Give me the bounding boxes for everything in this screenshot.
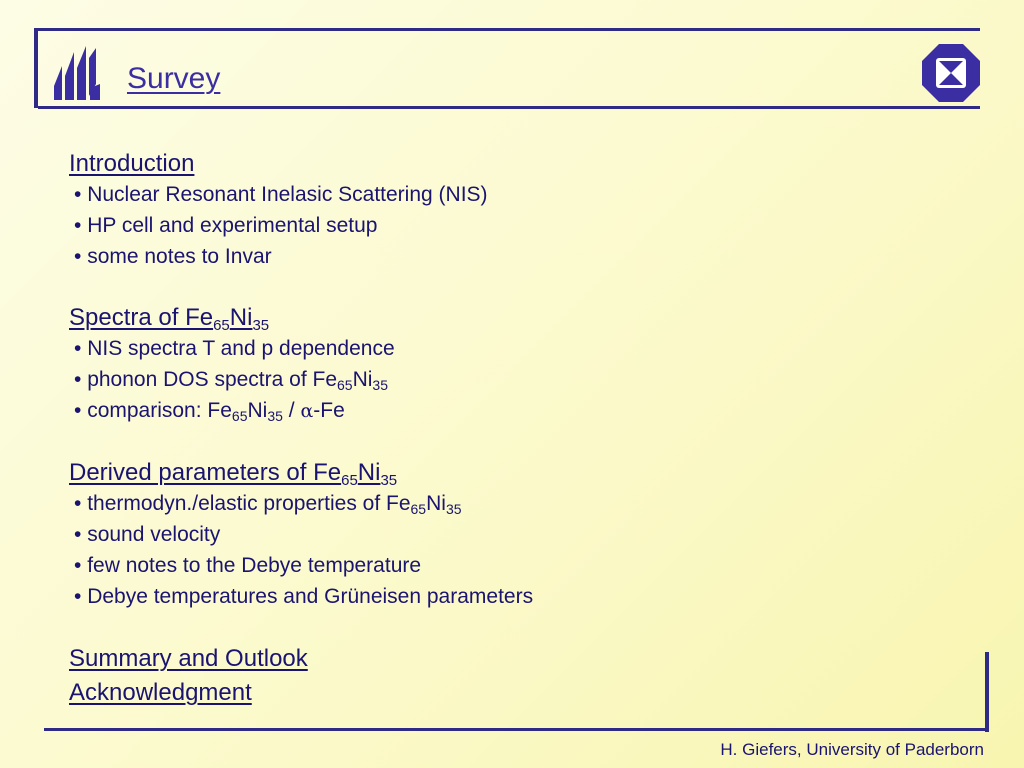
top-left-vertical-rule bbox=[34, 28, 38, 108]
list-item: • few notes to the Debye temperature bbox=[74, 554, 422, 577]
list-item: • thermodyn./elastic properties of $Fe_{65}Ni_{35}$ bbox=[74, 492, 462, 517]
list-item: • comparison: $Fe_{65}Ni_{35} / \alpha-Fe$ bbox=[74, 399, 345, 424]
top-horizontal-rule bbox=[38, 28, 980, 31]
close-icon[interactable] bbox=[922, 44, 980, 102]
header-underline-rule bbox=[38, 106, 980, 109]
list-item: • Debye temperatures and Grüneisen parameters bbox=[74, 585, 534, 608]
bottom-right-vertical-rule bbox=[985, 652, 989, 732]
list-item: • some notes to Invar bbox=[74, 245, 272, 268]
bottom-horizontal-rule bbox=[44, 728, 989, 731]
university-logo-icon bbox=[52, 44, 102, 102]
list-item: • NIS spectra T and p dependence bbox=[74, 337, 395, 360]
list-item: • HP cell and experimental setup bbox=[74, 214, 378, 237]
slide-title: Survey bbox=[127, 62, 221, 95]
section-heading-derived: Derived parameters of $Fe_{65}Ni_{35}$ bbox=[69, 459, 398, 489]
list-item: • Nuclear Resonant Inelasic Scattering (NIS) bbox=[74, 183, 488, 206]
alpha-symbol: α bbox=[300, 400, 314, 422]
section-heading-spectra: Spectra of $Fe_{65}Ni_{35}$ bbox=[69, 304, 270, 334]
footer-author: H. Giefers, University of Paderborn bbox=[720, 740, 984, 759]
survey-outline bbox=[69, 149, 949, 710]
section-heading-summary: Summary and Outlook bbox=[69, 645, 308, 672]
list-item: • sound velocity bbox=[74, 523, 221, 546]
list-item: • phonon DOS spectra of $Fe_{65}Ni_{35}$ bbox=[74, 368, 388, 393]
section-heading-acknowledgment: Acknowledgment bbox=[69, 679, 252, 706]
section-heading-introduction: Introduction bbox=[69, 150, 195, 177]
